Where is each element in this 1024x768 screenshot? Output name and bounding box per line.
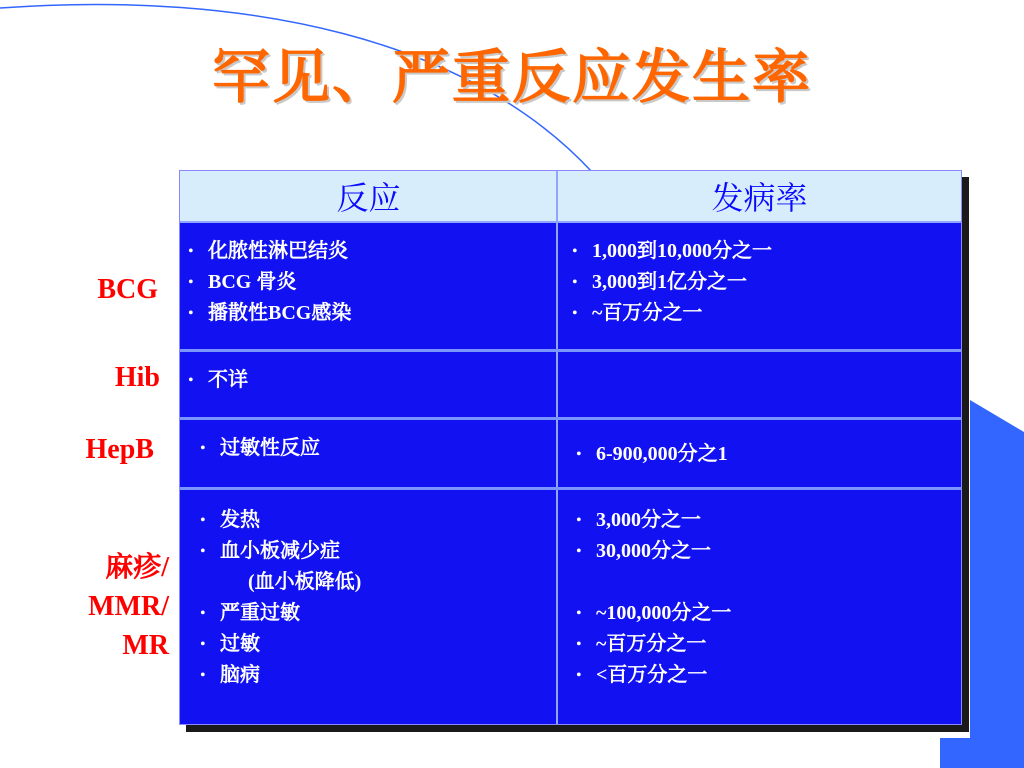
list-item: • 过敏性反应 (200, 433, 320, 464)
bcg-rates-list (572, 236, 772, 329)
list-item: • 化脓性淋巴结炎 (188, 236, 351, 267)
list-item: • 严重过敏 (200, 598, 361, 629)
row-divider (180, 221, 961, 223)
header-reaction: 反应 (180, 171, 557, 221)
list-item: • ~100,000分之一 (576, 598, 731, 629)
hib-reactions-list (188, 365, 248, 396)
list-item: • 过敏 (200, 629, 361, 660)
column-divider (556, 171, 558, 724)
page-title: 罕见、严重反应发生率 (211, 43, 812, 111)
list-item: • BCG 骨炎 (188, 267, 351, 298)
mmr-reactions-list (200, 505, 361, 691)
list-item: • 6-900,000分之1 (576, 439, 728, 470)
bcg-reactions-list (188, 236, 351, 329)
list-item: • 3,000分之一 (576, 505, 731, 536)
row-divider (180, 349, 961, 352)
row-label-line: MR (122, 630, 169, 661)
hepb-rates-list (576, 439, 728, 470)
list-item: • ~百万分之一 (576, 629, 731, 660)
row-label-bcg: BCG (97, 274, 158, 305)
row-label-hib: Hib (114, 362, 160, 393)
row-label-mmr (40, 548, 169, 665)
row-label-hepb: HepB (85, 434, 154, 465)
row-label-line: MMR/ (88, 591, 169, 622)
header-incidence: 发病率 (558, 171, 961, 221)
list-item: • <百万分之一 (576, 660, 731, 691)
reaction-table (179, 170, 962, 725)
list-item: • 播散性BCG感染 (188, 298, 351, 329)
list-item: • 脑病 (200, 660, 361, 691)
row-divider (180, 487, 961, 490)
list-item: • ~百万分之一 (572, 298, 772, 329)
list-item: • 1,000到10,000分之一 (572, 236, 772, 267)
row-label-line: 麻疹/ (105, 552, 169, 583)
list-item: • 不详 (188, 365, 248, 396)
list-spacer (576, 567, 731, 598)
list-item: • 血小板减少症 (200, 536, 361, 567)
list-item: • 发热 (200, 505, 361, 536)
row-divider (180, 417, 961, 420)
hepb-reactions-list (200, 433, 320, 464)
list-item: • 30,000分之一 (576, 536, 731, 567)
list-item: • 3,000到1亿分之一 (572, 267, 772, 298)
list-item-continuation: (血小板降低) (248, 571, 362, 593)
mmr-rates-list (576, 505, 731, 691)
